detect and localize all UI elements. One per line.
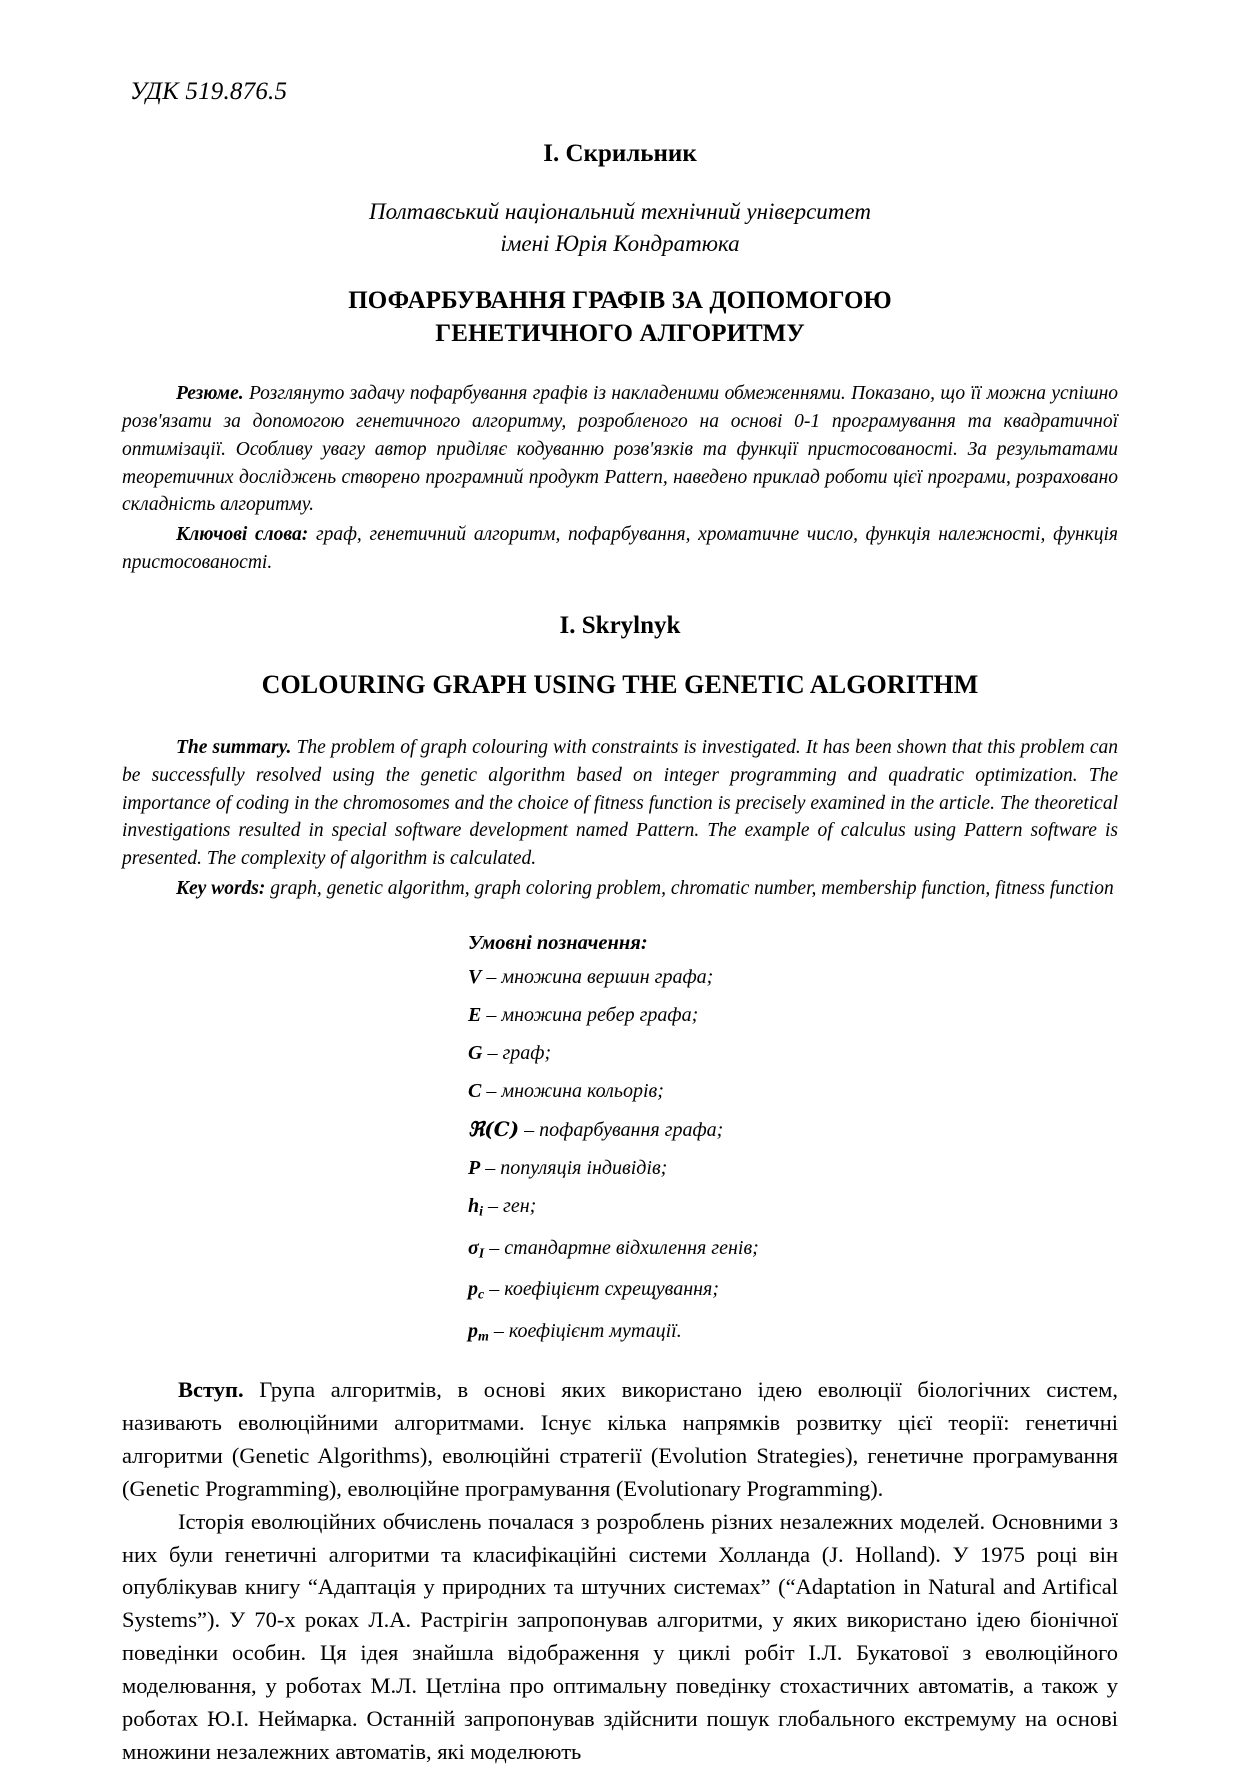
notation-definition: – коефіцієнт мутації. <box>488 1319 682 1342</box>
intro-paragraph-1-text: Група алгоритмів, в основі яких використано ідею еволюції біологічних систем, називають еволюційними алгоритмами. Існує кілька напрямків розвитку цієї теорії: генетичні алгоритми (Genetic Algorithms), еволюційні стратегії (Evolution Strategies), генетичне програмування (Genetic Programming), еволюційне програмування (Evolutionary Programming). <box>122 1377 1118 1501</box>
notation-symbol: $p_c$ <box>468 1278 485 1303</box>
notation-definition: – пофарбування графа; <box>519 1119 724 1142</box>
affiliation-line-2: імені Юрія Кондратюка <box>500 230 740 256</box>
notation-item <box>468 967 1118 987</box>
author-name-en: I. Skrylnyk <box>559 612 681 640</box>
abstract-ua <box>122 380 1118 518</box>
page-title-en: COLOURING GRAPH USING THE GENETIC ALGORITHM <box>261 670 979 700</box>
notation-list <box>468 967 1118 1344</box>
introduction-section <box>122 1374 1118 1768</box>
intro-paragraph-1 <box>122 1374 1118 1505</box>
abstract-ua-label: Резюме. <box>176 383 244 405</box>
notation-item <box>468 1119 1118 1140</box>
notation-definition: – множина кольорів; <box>481 1080 664 1103</box>
notation-symbol: $p_m$ <box>468 1319 489 1345</box>
notation-item <box>468 1081 1118 1101</box>
notation-symbol: $\sigma_I$ <box>468 1236 485 1262</box>
notation-definition: – коефіцієнт схрещування; <box>484 1278 720 1301</box>
title-ua-line-2: ГЕНЕТИЧНОГО АЛГОРИТМУ <box>435 319 805 347</box>
abstract-en-text: The problem of graph colouring with constraints is investigated. It has been shown that this problem can be successfully resolved using the genetic algorithm based on integer programming and quadratic optimization. The importance of coding in the chromosomes and the choice of fitness function is precisely examined in the article. The theoretical investigations resulted in special software development named Pattern. The example of calculus using Pattern software is presented. The complexity of algorithm is calculated. <box>122 737 1118 870</box>
notation-item <box>468 1238 1118 1262</box>
keywords-ua-text: граф, генетичний алгоритм, пофарбування, хроматичне число, функція належності, функція пристосованості. <box>122 523 1118 573</box>
notation-definition: – граф; <box>482 1042 552 1065</box>
abstract-ua-text: Розглянуто задачу пофарбування графів із накладеними обмеженнями. Показано, що її можна успішно розв'язати за допомогою генетичного алгоритму, розробленого на основі 0-1 програмування та квадратичної оптимізації. Особливу увагу автор приділяє кодуванню розв'язків та функції пристосованості. За результатами теоретичних досліджень створено програмний продукт Pattern, наведено приклад роботи цієї програми, розраховано складність алгоритму. <box>122 383 1118 516</box>
keywords-en-text: graph, genetic algorithm, graph coloring problem, chromatic number, membership function, fitness function <box>265 877 1114 899</box>
intro-paragraph-2: Історія еволюційних обчислень почалася з розроблень різних незалежних моделей. Основними з них були генетичні алгоритми та класифікаційні системи Холланда (J. Holland). У 1975 році він опублікував книгу “Адаптація у природних та штучних системах” (“Adaptation in Natural and Artifical Systems”). У 70-х роках Л.А. Растрігін запропонував алгоритми, у яких використано ідею біонічної поведінки особин. Ця ідея знайшла відображення у циклі робіт І.Л. Букатової з еволюційного моделювання, у роботах М.Л. Цетліна про оптимальну поведінку стохастичних автоматів, а також у роботах Ю.І. Неймарка. Останній запропонував здійснити пошук глобального екстремуму на основі множини незалежних автоматів, які моделюють <box>122 1508 1118 1764</box>
udc-code: УДК 519.876.5 <box>130 78 288 105</box>
notation-symbol-subscript: m <box>478 1329 489 1345</box>
notation-item <box>468 1321 1118 1345</box>
notation-symbol-subscript: i <box>479 1204 484 1220</box>
notation-definition: – стандартне відхилення генів; <box>484 1236 759 1259</box>
notation-definition: – популяція індивідів; <box>480 1157 668 1180</box>
page-title-ua <box>122 285 1118 350</box>
notation-symbol: G <box>468 1042 483 1065</box>
notation-block <box>122 932 1118 1344</box>
notation-symbol-subscript: c <box>478 1287 485 1303</box>
abstract-en-label: The summary. <box>176 737 292 759</box>
title-ua-line-1: ПОФАРБУВАННЯ ГРАФІВ ЗА ДОПОМОГОЮ <box>348 287 892 315</box>
notation-item <box>468 1158 1118 1178</box>
keywords-en-label: Key words: <box>176 877 266 899</box>
notation-symbol: V <box>468 966 482 989</box>
notation-definition: – множина вершин графа; <box>481 966 714 989</box>
keywords-ua-label: Ключові слова: <box>176 523 309 545</box>
notation-item <box>468 1196 1118 1220</box>
intro-lead-label: Вступ. <box>178 1377 244 1403</box>
author-name-ua: І. Скрильник <box>543 140 697 167</box>
notation-definition: – ген; <box>483 1195 537 1218</box>
notation-symbol: ℜ(C) <box>468 1117 520 1142</box>
notation-symbol-subscript: I <box>478 1246 485 1262</box>
notation-title: Умовні позначення: <box>468 932 648 955</box>
keywords-en <box>122 875 1118 903</box>
notation-symbol: C <box>468 1080 482 1103</box>
keywords-ua <box>122 521 1118 576</box>
notation-definition: – множина ребер графа; <box>481 1004 699 1027</box>
notation-symbol: E <box>468 1004 482 1027</box>
affiliation <box>122 196 1118 259</box>
abstract-en <box>122 734 1118 872</box>
affiliation-line-1: Полтавський національний технічний університет <box>369 199 871 224</box>
notation-symbol: $h_i$ <box>468 1195 484 1220</box>
notation-item <box>468 1005 1118 1025</box>
notation-item <box>468 1279 1118 1303</box>
notation-item <box>468 1043 1118 1063</box>
notation-symbol: P <box>468 1157 481 1180</box>
